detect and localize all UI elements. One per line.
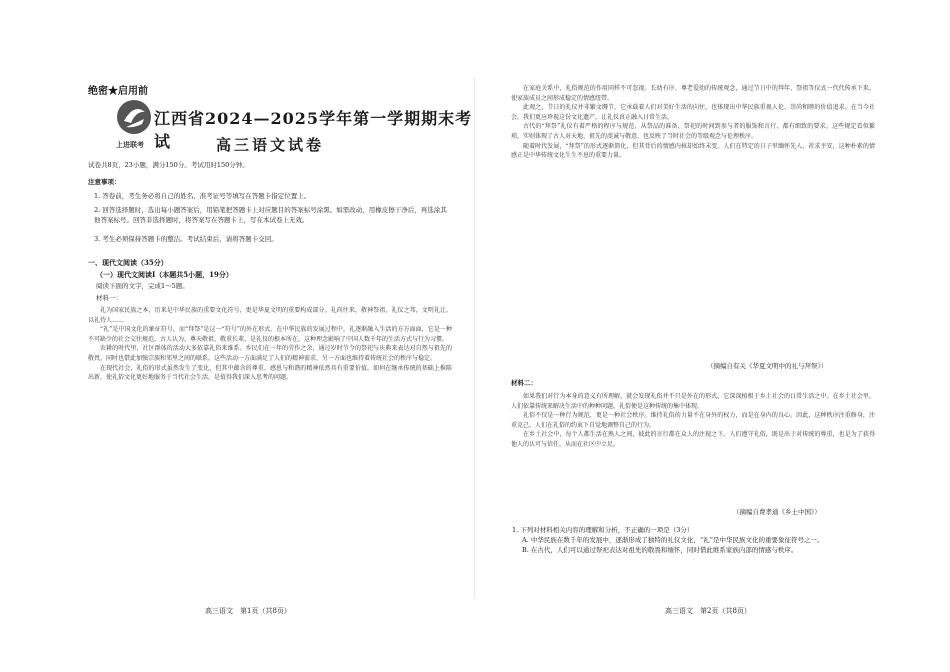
page-footer: 高三语文 第1页（共8页） (205, 607, 291, 615)
paragraph: 如果我们对行为本身的意义有所理解，就会发现礼俗并不只是外在的形式，它深深植根于乡土社会的日常生活之中。在乡土社会里，人们依靠传统来解决生活中的种种问题，礼俗便是这种传统的集中体现。 (511, 393, 875, 410)
page-right (475, 0, 950, 672)
paragraph: 在乡土社会中，每个人都生活在熟人之间，彼此的言行都在众人的注视之下。人们遵守礼俗，既是出于对传统的尊重，也是为了获得他人的认可与信任，从而在社区中立足。 (511, 431, 875, 448)
material-label: 材料二： (511, 379, 537, 387)
paragraph: 礼俗不仅是一种行为规范，更是一种社会秩序。维持礼俗的力量不在身外的权力，而是在身内的良心。因此，这种秩序注重修身，注重克己，人们在礼俗的约束下自觉地调整自己的行为。 (511, 412, 875, 429)
paragraph: 在家庭关系中，礼俗规范的作用同样不可忽视。长幼有序、尊老爱幼的传统观念，通过节日中的拜年、祭祖等仪式一代代传承下来，使家族成员之间形成稳定的情感纽带。 (511, 85, 875, 102)
notice-item: 1. 答卷前，考生务必将自己的姓名、准考证号等填写在答题卡指定位置上。 (94, 192, 311, 200)
page-footer: 高三语文 第2页（共8页） (665, 607, 751, 615)
material-one-text (88, 306, 452, 592)
paragraph: 礼为国家民族之本，历来是中华民族的重要文化符号，更是华夏文明的重要构成部分。礼尚往来，敬神祭祖，礼仪之邦，文明礼让，以礼待人…… (88, 307, 452, 324)
exam-title: 江西省2024—2025学年第一学期期末考试 (154, 109, 473, 151)
paragraph: 此观之，节日的礼仪并非繁文缛节，它承载着人们对美好生活的向往，也体现出中华民族重视人伦、崇尚和睦的价值追求。在当今社会，我们更应珍视这份文化遗产，让礼仪真正融入日常生活。 (511, 104, 875, 121)
section-title: 一、现代文阅读（35分） (88, 258, 168, 267)
source-citation: （摘编自费孝通《乡土中国》） (733, 508, 821, 516)
paragraph: 在现代社会，礼俗的形式虽然发生了变化，但其中蕴含的尊重、感恩与和谐的精神依然具有重要价值。如何在继承传统的基础上推陈出新，使礼俗文化更好地服务于当代社会生活，是值得我们深入思考的问题。 (88, 364, 452, 382)
material-one-continued (511, 84, 875, 358)
subsection-title: （一）现代文阅读Ⅰ（本题共5小题，19分） (96, 270, 233, 279)
exam-info: 试卷共8页，23小题，满分150分。考试用时150分钟。 (88, 161, 249, 169)
material-two-text (511, 392, 875, 502)
exam-logo-icon (114, 97, 154, 137)
subject-title: 高三语文试卷 (216, 136, 325, 154)
question-1 (512, 525, 867, 555)
option-b: B. 在古代，人们可以通过祭祀表达对祖先的敬畏和缅怀，同时借此维系家族内部的情感与秩序。 (522, 546, 798, 554)
material-label: 材料一： (96, 294, 122, 302)
question-stem: 1. 下列对材料相关内容的理解和分析，不正确的一项是（3分） (512, 526, 694, 534)
logo-caption: 上进联考 (116, 140, 144, 149)
paragraph: 随着时代发展，“拜祭”的形式逐渐简化，但其背后的情感内核却始终未变。人们在特定的日子里缅怀先人、祈求平安，这种朴素的情感正是中华传统文化生生不息的重要力量。 (511, 142, 875, 160)
notice-item: 3. 考生必须保持答题卡的整洁。考试结束后，请将答题卡交回。 (94, 235, 278, 243)
paragraph: 古代的“拜祭”礼仪有着严格的程序与规范，从祭品的准备、祭祀的时间到参与者的服饰和言行，都有细致的要求。这些规定看似繁琐，实则体现了古人对天地、祖先的虔诚与敬意，也反映了当时社会的等级观念与伦理秩序。 (511, 123, 875, 140)
source-citation: （摘编自有关《华夏文明中的礼与拜祭》） (707, 362, 828, 370)
notice-item: 2. 回答选择题时，选出每小题答案后，用铅笔把答题卡上对应题目的答案标号涂黑。如需改动，用橡皮擦干净后，再选涂其他答案标号。回答非选择题时，将答案写在答题卡上，写在本试卷上无效。 (94, 206, 447, 224)
notice-title: 注意事项： (88, 178, 121, 186)
confidential-label: 绝密★启用前 (88, 86, 148, 97)
paragraph: “礼”是中国文化的象征符号，而“拜祭”是这一“符号”的外在形式。在中华民族的发展过程中，礼逐渐融入生活的方方面面，它是一种不可缺少的社会交往规范。古人认为，尊天敬祖、敬重长辈，是礼仪的根本所在，这种理念影响了中国人数千年的生活方式与行为习惯。 (88, 326, 452, 343)
paragraph: 农耕的时代里，社区群体的活动大多依靠礼俗来维系。乡民们在一年的劳作之余，通过岁时节令的祭祀与庆典来表达对自然与祖先的敬畏，同时也借此加强宗族和邻里之间的联系。这些活动一方面满足了人们的精神需求，另一方面也维持着传统社会的秩序与稳定。 (88, 345, 452, 362)
option-a: A. 中华民族在数千年的发展中，逐渐形成了独特的礼仪文化，“礼”是中华民族文化的重要象征符号之一。 (522, 536, 824, 544)
reading-instruction: 阅读下面的文字，完成1～5题。 (96, 282, 189, 290)
